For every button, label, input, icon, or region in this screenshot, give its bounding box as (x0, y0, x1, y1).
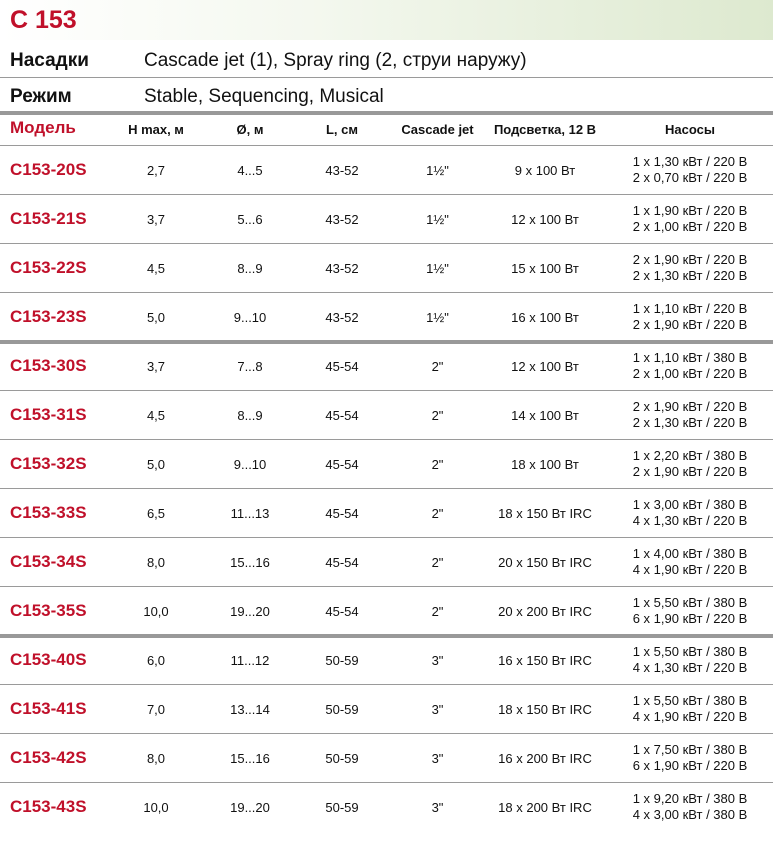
cell-d: 8...9 (237, 261, 263, 276)
cell-pumps (610, 497, 770, 529)
info-row-mode (0, 78, 773, 114)
cell-l: 43-52 (325, 261, 359, 276)
cell-pumps (610, 301, 770, 333)
table-row (0, 391, 773, 439)
cell-l: 43-52 (325, 310, 359, 325)
cell-light: 20 x 200 Вт IRC (498, 604, 592, 619)
pump-line: 4 x 1,30 кВт / 220 В (632, 513, 748, 528)
cell-h: 6,5 (146, 506, 166, 521)
cell-d: 7...8 (237, 359, 263, 374)
cell-pumps (610, 203, 770, 235)
info-value: Cascade jet (1), Spray ring (2, струи наружу) (144, 50, 527, 71)
pump-line: 2 x 0,70 кВт / 220 В (632, 170, 748, 185)
cell-h: 8,0 (146, 751, 166, 766)
pump-line: 2 x 1,90 кВт / 220 В (632, 399, 748, 414)
table-row (0, 685, 773, 733)
pump-line: 2 x 1,90 кВт / 220 В (632, 317, 748, 332)
cell-light: 18 x 200 Вт IRC (498, 800, 592, 815)
pump-line: 2 x 1,00 кВт / 220 В (632, 366, 748, 381)
header-height: H max, м (128, 122, 184, 137)
cell-h: 5,0 (146, 457, 166, 472)
cell-l: 45-54 (325, 359, 359, 374)
pump-line: 1 x 5,50 кВт / 380 В (632, 595, 748, 610)
cell-d: 11...12 (230, 653, 270, 668)
pump-line: 4 x 3,00 кВт / 380 В (632, 807, 748, 822)
cell-jet: 3" (431, 653, 444, 668)
info-label: Режим (10, 86, 72, 107)
pump-line: 4 x 1,30 кВт / 220 В (632, 660, 748, 675)
cell-jet: 3" (431, 702, 444, 717)
cell-l: 43-52 (325, 212, 359, 227)
cell-l: 45-54 (325, 506, 359, 521)
cell-l: 45-54 (325, 408, 359, 423)
cell-d: 13...14 (230, 702, 270, 717)
header-length: L, см (325, 122, 358, 137)
pump-line: 4 x 1,90 кВт / 220 В (632, 709, 748, 724)
pump-line: 1 x 4,00 кВт / 380 В (632, 546, 748, 561)
pump-line: 1 x 1,30 кВт / 220 В (632, 154, 748, 169)
table-row (0, 440, 773, 488)
cell-jet: 2" (431, 359, 444, 374)
cell-d: 19...20 (230, 800, 270, 815)
cell-h: 6,0 (146, 653, 166, 668)
cell-h: 3,7 (146, 359, 166, 374)
table-row (0, 538, 773, 586)
cell-l: 50-59 (325, 653, 359, 668)
cell-jet: 2" (431, 506, 444, 521)
cell-light: 18 x 100 Вт (511, 457, 579, 472)
cell-model: C153-22S (10, 258, 87, 277)
pump-line: 4 x 1,90 кВт / 220 В (632, 562, 748, 577)
cell-d: 9...10 (233, 310, 267, 325)
cell-light: 15 x 100 Вт (511, 261, 579, 276)
cell-model: C153-33S (10, 503, 87, 522)
pump-line: 2 x 1,30 кВт / 220 В (632, 415, 748, 430)
info-row-nozzles (0, 42, 773, 78)
pump-line: 1 x 1,90 кВт / 220 В (632, 203, 748, 218)
cell-l: 50-59 (325, 751, 359, 766)
cell-model: C153-42S (10, 748, 87, 767)
cell-light: 16 x 150 Вт IRC (498, 653, 592, 668)
cell-pumps (610, 791, 770, 823)
cell-jet: 2" (431, 457, 444, 472)
cell-h: 10,0 (143, 604, 169, 619)
table-row (0, 342, 773, 390)
cell-model: C153-43S (10, 797, 87, 816)
cell-jet: 2" (431, 604, 444, 619)
pump-line: 1 x 7,50 кВт / 380 В (632, 742, 748, 757)
table-row (0, 293, 773, 341)
cell-model: C153-34S (10, 552, 87, 571)
header-pumps: Насосы (665, 122, 715, 137)
cell-h: 4,5 (146, 408, 166, 423)
cell-light: 12 x 100 Вт (511, 212, 579, 227)
cell-light: 20 x 150 Вт IRC (498, 555, 592, 570)
pump-line: 2 x 1,90 кВт / 220 В (632, 464, 748, 479)
cell-model: C153-31S (10, 405, 87, 424)
pump-line: 1 x 1,10 кВт / 220 В (632, 301, 748, 316)
divider (0, 111, 773, 115)
table-row (0, 489, 773, 537)
pump-line: 1 x 9,20 кВт / 380 В (632, 791, 748, 806)
cell-l: 50-59 (325, 800, 359, 815)
pump-line: 1 x 3,00 кВт / 380 В (632, 497, 748, 512)
table-row (0, 734, 773, 782)
cell-model: C153-30S (10, 356, 87, 375)
cell-h: 3,7 (146, 212, 166, 227)
cell-light: 18 x 150 Вт IRC (498, 506, 592, 521)
cell-jet: 2" (431, 408, 444, 423)
cell-model: C153-35S (10, 601, 87, 620)
cell-model: C153-32S (10, 454, 87, 473)
cell-pumps (610, 595, 770, 627)
pump-line: 6 x 1,90 кВт / 220 В (632, 611, 748, 626)
info-value: Stable, Sequencing, Musical (144, 86, 384, 107)
cell-d: 4...5 (237, 163, 263, 178)
cell-jet: 1½" (426, 261, 449, 276)
cell-d: 9...10 (233, 457, 267, 472)
pump-line: 2 x 1,90 кВт / 220 В (632, 252, 748, 267)
cell-jet: 3" (431, 751, 444, 766)
cell-pumps (610, 448, 770, 480)
cell-h: 5,0 (146, 310, 166, 325)
header-lighting: Подсветка, 12 В (493, 122, 597, 137)
cell-pumps (610, 252, 770, 284)
cell-l: 45-54 (325, 555, 359, 570)
cell-l: 50-59 (325, 702, 359, 717)
pump-line: 1 x 1,10 кВт / 380 В (632, 350, 748, 365)
cell-model: C153-21S (10, 209, 87, 228)
cell-d: 11...13 (230, 506, 270, 521)
cell-jet: 1½" (426, 212, 449, 227)
cell-h: 8,0 (146, 555, 166, 570)
pump-line: 6 x 1,90 кВт / 220 В (632, 758, 748, 773)
table-row (0, 244, 773, 292)
cell-h: 7,0 (146, 702, 166, 717)
table-row (0, 587, 773, 635)
cell-jet: 1½" (426, 163, 449, 178)
cell-l: 45-54 (325, 604, 359, 619)
product-title: C 153 (10, 6, 77, 34)
cell-pumps (610, 399, 770, 431)
cell-h: 10,0 (143, 800, 169, 815)
cell-pumps (610, 350, 770, 382)
cell-model: C153-20S (10, 160, 87, 179)
cell-light: 16 x 200 Вт IRC (498, 751, 592, 766)
cell-pumps (610, 546, 770, 578)
cell-light: 14 x 100 Вт (511, 408, 579, 423)
table-row (0, 146, 773, 194)
cell-pumps (610, 742, 770, 774)
pump-line: 1 x 5,50 кВт / 380 В (632, 644, 748, 659)
cell-d: 19...20 (230, 604, 270, 619)
info-label: Насадки (10, 50, 89, 71)
cell-l: 43-52 (325, 163, 359, 178)
header-diameter: Ø, м (236, 122, 264, 137)
pump-line: 2 x 1,30 кВт / 220 В (632, 268, 748, 283)
cell-d: 15...16 (230, 751, 270, 766)
cell-l: 45-54 (325, 457, 359, 472)
cell-pumps (610, 644, 770, 676)
title-bar (0, 0, 773, 40)
cell-model: C153-40S (10, 650, 87, 669)
cell-light: 9 x 100 Вт (514, 163, 576, 178)
header-model: Модель (10, 118, 76, 137)
cell-light: 12 x 100 Вт (511, 359, 579, 374)
pump-line: 1 x 5,50 кВт / 380 В (632, 693, 748, 708)
cell-d: 8...9 (237, 408, 263, 423)
cell-h: 4,5 (146, 261, 166, 276)
cell-jet: 3" (431, 800, 444, 815)
cell-pumps (610, 154, 770, 186)
cell-d: 15...16 (230, 555, 270, 570)
cell-pumps (610, 693, 770, 725)
table-row (0, 783, 773, 831)
cell-model: C153-41S (10, 699, 87, 718)
pump-line: 2 x 1,00 кВт / 220 В (632, 219, 748, 234)
cell-light: 16 x 100 Вт (511, 310, 579, 325)
cell-h: 2,7 (146, 163, 166, 178)
table-row (0, 636, 773, 684)
cell-d: 5...6 (237, 212, 263, 227)
pump-line: 1 x 2,20 кВт / 380 В (632, 448, 748, 463)
cell-jet: 1½" (426, 310, 449, 325)
cell-model: C153-23S (10, 307, 87, 326)
table-row (0, 195, 773, 243)
header-cascade-jet: Cascade jet (401, 122, 474, 137)
cell-jet: 2" (431, 555, 444, 570)
cell-light: 18 x 150 Вт IRC (498, 702, 592, 717)
